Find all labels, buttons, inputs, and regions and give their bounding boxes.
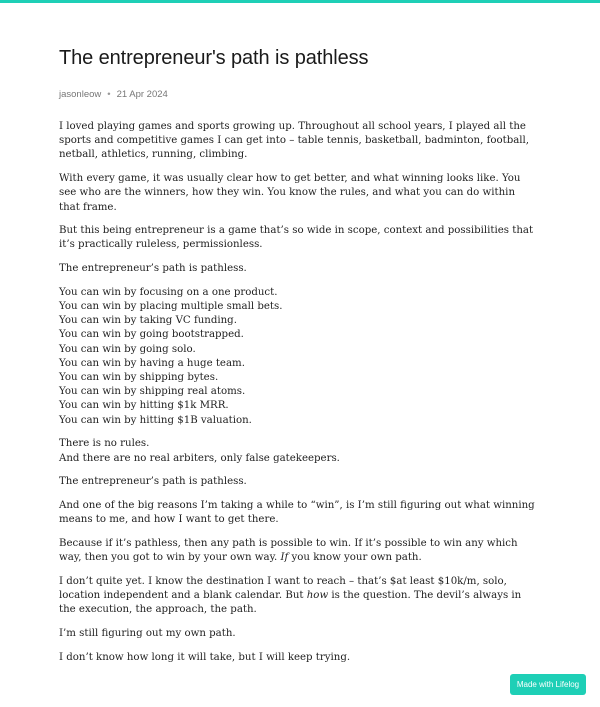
paragraph <box>59 651 539 665</box>
paragraph <box>59 627 539 641</box>
emphasis-text: If <box>280 552 289 564</box>
paragraph <box>59 172 539 215</box>
paragraph-line: You can win by going bootstrapped. <box>59 329 244 341</box>
paragraph <box>59 286 539 428</box>
meta-separator: • <box>107 89 111 100</box>
paragraph-text: is the question. The devil’s always in the execution, the approach, the path. <box>59 589 522 616</box>
paragraph-line: And one of the big reasons I’m taking a while to “win”, is I’m still figuring out what winning means to me, and how I want to get there. <box>59 499 535 526</box>
emphasis-text: how <box>306 589 329 601</box>
paragraph-text: Because if it’s pathless, then any path is possible to win. If it’s possible to win any which way, then you got to win by your own way. <box>59 537 518 564</box>
post-meta <box>59 88 539 102</box>
paragraph-line: The entrepreneur’s path is pathless. <box>59 263 247 275</box>
author-name[interactable]: jasonleow <box>59 89 102 100</box>
paragraph-line: You can win by focusing on a one product. <box>59 286 278 298</box>
paragraph-line: And there are no real arbiters, only false gatekeepers. <box>59 452 340 464</box>
paragraph-text: I don’t quite yet. I know the destination I want to reach – that’s $at least $10k/m, solo, location independent and a blank calendar. But <box>59 575 507 601</box>
paragraph-line: I’m still figuring out my own path. <box>59 627 236 639</box>
accent-top-bar <box>0 0 600 3</box>
paragraph <box>59 437 539 465</box>
paragraph-line: But this being entrepreneur is a game that’s so wide in scope, context and possibilities that it’s practically ruleless, permissionless. <box>59 225 534 251</box>
paragraph-line: You can win by placing multiple small bets. <box>59 301 283 313</box>
paragraph <box>59 120 539 163</box>
article <box>59 46 539 674</box>
paragraph-line: You can win by shipping real atoms. <box>59 386 246 398</box>
paragraph <box>59 475 539 489</box>
paragraph <box>59 575 539 618</box>
paragraph <box>59 224 539 252</box>
paragraph-line: You can win by shipping bytes. <box>59 372 219 384</box>
paragraph-line: You can win by hitting $1B valuation. <box>59 414 252 426</box>
paragraph-text: you know your own path. <box>288 552 422 564</box>
paragraph <box>59 499 539 527</box>
paragraph <box>59 262 539 276</box>
paragraph <box>59 537 539 565</box>
paragraph-line: I loved playing games and sports growing up. Throughout all school years, I played all the sports and competitive games I can get into – table tennis, basketball, badminton, football, netball, athletics, running, climbing. <box>59 121 530 161</box>
paragraph-line: You can win by having a huge team. <box>59 357 245 369</box>
paragraph-line: I don’t know how long it will take, but I will keep trying. <box>59 651 351 663</box>
post-date: 21 Apr 2024 <box>116 89 168 100</box>
page-title: The entrepreneur's path is pathless <box>59 47 369 69</box>
paragraph-line: You can win by going solo. <box>59 343 196 355</box>
paragraph-line: You can win by taking VC funding. <box>59 315 237 327</box>
paragraph-line: There is no rules. <box>59 438 150 450</box>
paragraph-line: The entrepreneur’s path is pathless. <box>59 476 247 488</box>
paragraph-line: With every game, it was usually clear how to get better, and what winning looks like. You see who are the winners, how they win. You know the rules, and what you can do within that frame. <box>59 173 521 213</box>
article-body <box>59 120 539 665</box>
paragraph-line: You can win by hitting $1k MRR. <box>59 400 229 412</box>
made-with-lifelog-button[interactable]: Made with Lifelog <box>510 674 586 695</box>
